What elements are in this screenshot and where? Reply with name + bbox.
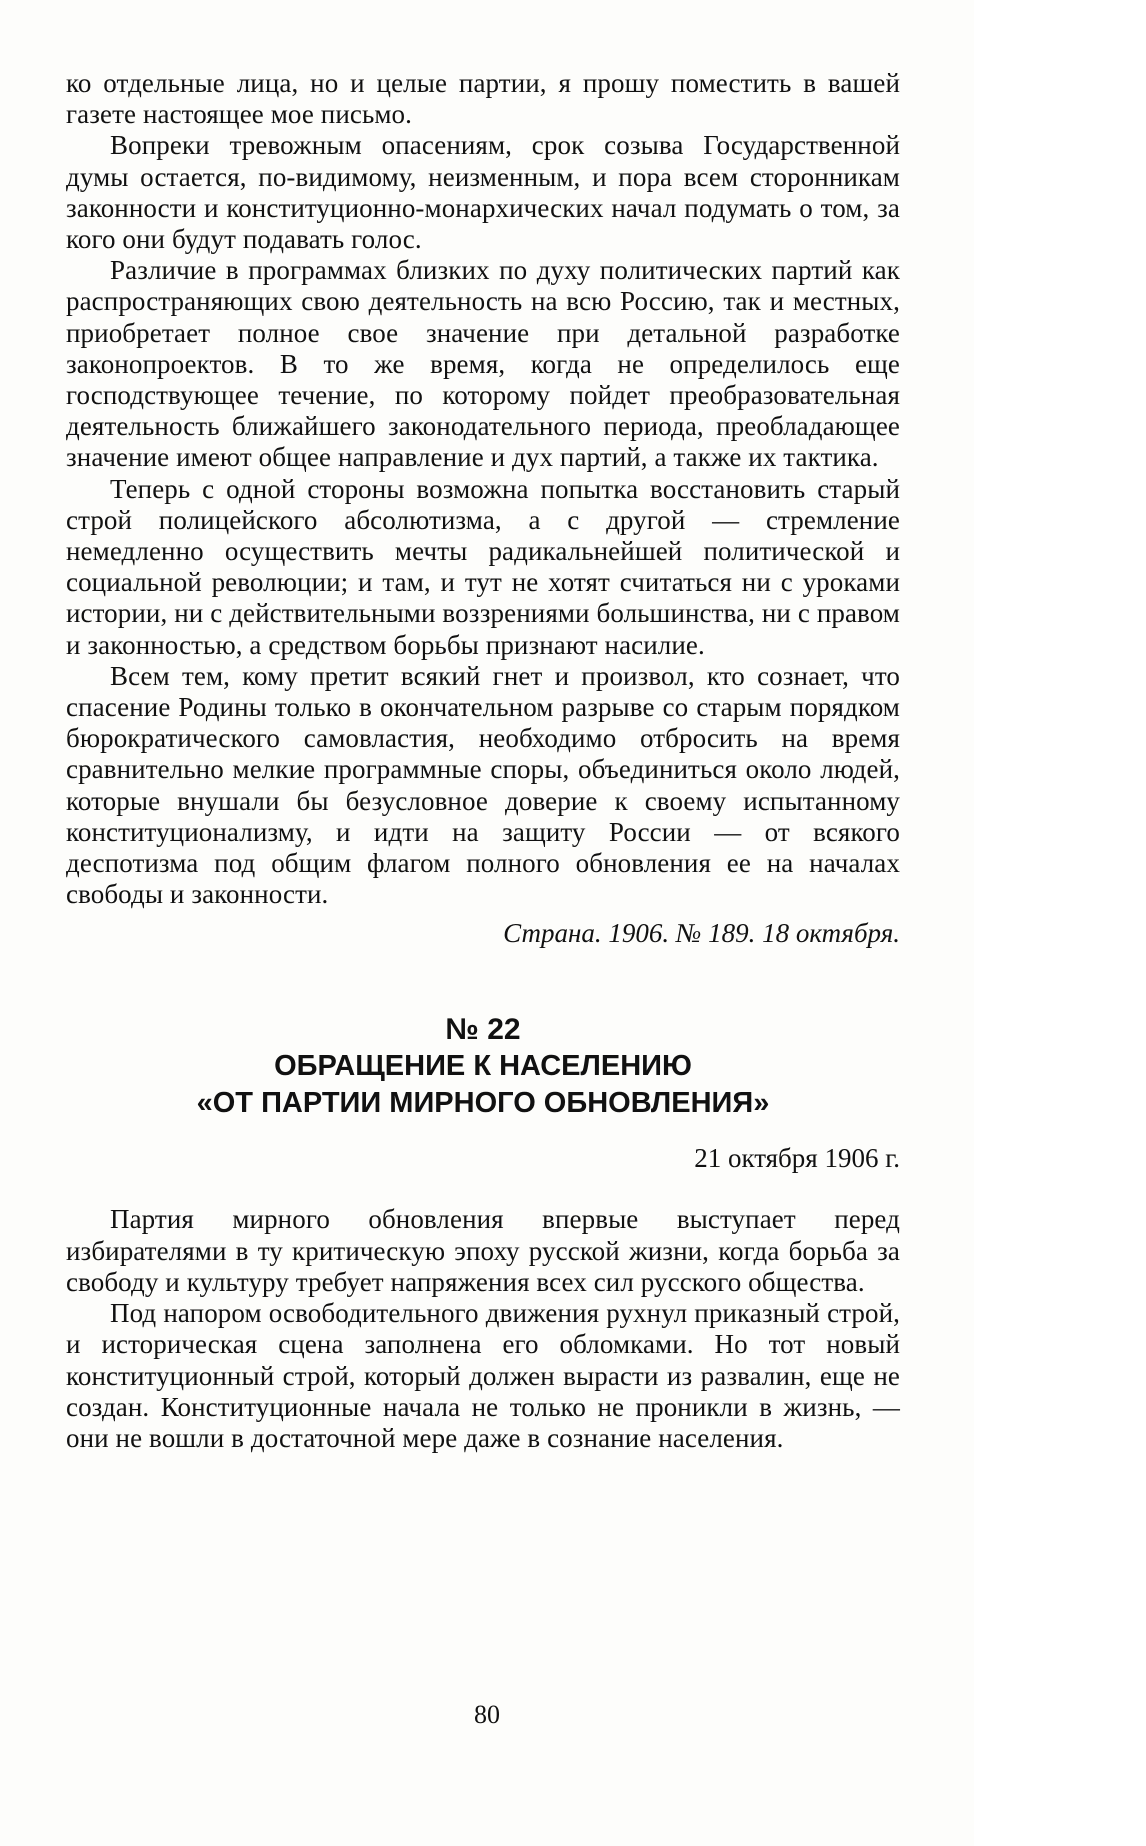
letter-paragraph: Теперь с одной стороны возможна попытка восстановить старый строй полицейского абсолютизма, а с другой — стремление немедленно осуществить мечты радикальнейшей политической и социальной революции; и там, и тут не хотят считаться ни с уроками истории, ни с действительными воззрениями большинства, ни с правом и законностью, а средством борьбы признают насилие.: [66, 473, 900, 660]
letter-source-citation: Страна. 1906. № 189. 18 октября.: [503, 918, 900, 949]
document-title-line-2: «ОТ ПАРТИИ МИРНОГО ОБНОВЛЕНИЯ»: [196, 1087, 770, 1120]
document-paragraph: Партия мирного обновления впервые выступает перед избирателями в ту критическую эпоху русской жизни, когда борьба за свободу и культуру требует напряжения всех сил русского общества.: [66, 1204, 900, 1297]
letter-paragraph: Различие в программах близких по духу политических партий как распространяющих свою деятельность на всю Россию, так и местных, приобретает полное свое значение при детальной разработке законопроектов. В то же время, когда не определилось еще господствующее течение, по которому пойдет преобразовательная деятельность ближайшего законодательного периода, преобладающее значение имеют общее направление и дух партий, а также их тактика.: [66, 255, 900, 473]
page-number: 80: [474, 1700, 500, 1729]
document-date: 21 октября 1906 г.: [694, 1143, 900, 1174]
letter-paragraph-continuation: ко отдельные лица, но и целые партии, я прошу поместить в вашей газете настоящее мое письмо.: [66, 68, 900, 130]
letter-paragraph: Всем тем, кому претит всякий гнет и произвол, кто сознает, что спасение Родины только в окончательном разрыве со старым порядком бюрократического самовластия, необходимо отбросить на время сравнительно мелкие программные споры, объединиться около людей, которые внушали бы безусловное доверие к своему испытанному конституционализму, и идти на защиту России — от всякого деспотизма под общим флагом полного обновления ее на началах свободы и законности.: [66, 660, 900, 910]
document-number: № 22: [445, 1013, 521, 1047]
document-paragraph: Под напором освободительного движения рухнул приказный строй, и историческая сцена заполнена его обломками. Но тот новый конституционный строй, который должен вырасти из развалин, еще не создан. Конституционные начала не только не проникли в жизнь, — они не вошли в достаточной мере даже в сознание населения.: [66, 1298, 900, 1453]
text-column: [66, 68, 900, 1454]
letter-paragraph: Вопреки тревожным опасениям, срок созыва Государственной думы остается, по-видимому, неизменным, и пора всем сторонникам законности и конституционно-монархических начал подумать о том, за кого они будут подавать голос.: [66, 130, 900, 255]
document-title-line-1: ОБРАЩЕНИЕ К НАСЕЛЕНИЮ: [274, 1050, 692, 1083]
